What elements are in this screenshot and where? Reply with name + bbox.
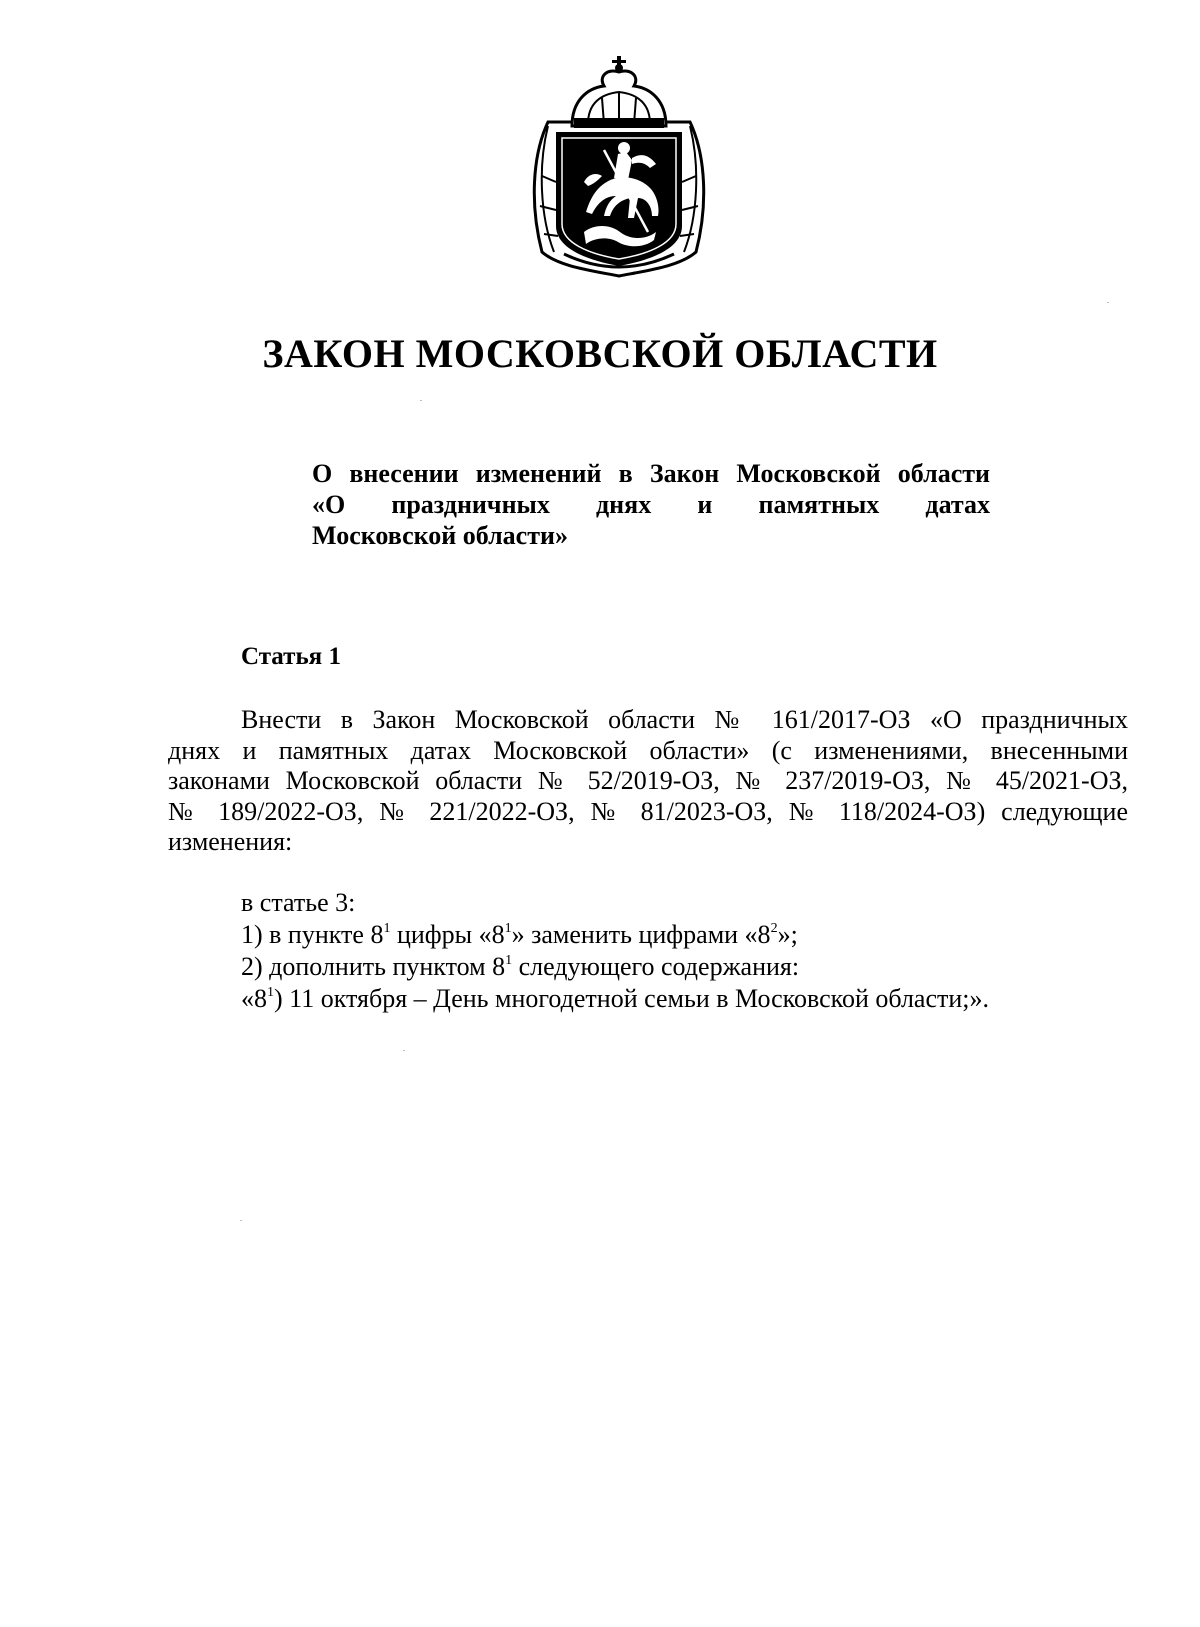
paragraph-line: изменения: (168, 827, 293, 856)
scan-speck (240, 1220, 242, 1221)
paragraph-line: № 189/2022-ОЗ, № 221/2022-ОЗ, № 81/2023-ОЗ, № 118/2024-ОЗ) следующие (168, 796, 1128, 826)
paragraph-line: Внести в Закон Московской области № 161/2017-ОЗ «О праздничных (241, 705, 1128, 734)
amendment-list (241, 887, 1141, 1015)
amendment-item-1: 1) в пункте $8^1$ цифры «$8^1$» заменить цифрами «$8^2$»; (241, 920, 798, 949)
scan-speck (403, 1050, 405, 1051)
paragraph-line: законами Московской области № 52/2019-ОЗ, № 237/2019-ОЗ, № 45/2021-ОЗ, (168, 766, 1128, 795)
document-subtitle (312, 458, 990, 551)
subtitle-line: Московской области» (312, 521, 568, 550)
scan-speck (420, 400, 422, 401)
amendment-item-2: 2) дополнить пунктом $8^1$ следующего содержания: (241, 952, 800, 981)
article-heading: Статья 1 (241, 643, 341, 670)
article-paragraph (168, 705, 1128, 858)
subtitle-line: «О праздничных днях и памятных датах (312, 490, 990, 519)
amendment-intro: в статье 3: (241, 888, 356, 917)
paragraph-line: днях и памятных датах Московской области» (с изменениями, внесенными (168, 735, 1128, 765)
moscow-oblast-coat-of-arms-icon (528, 56, 710, 282)
document-title: ЗАКОН МОСКОВСКОЙ ОБЛАСТИ (262, 331, 938, 376)
subtitle-line: О внесении изменений в Закон Московской области (312, 459, 990, 488)
amendment-item-3: «$8^1$) 11 октября – День многодетной семьи в Московской области;». (241, 984, 989, 1013)
scan-speck (1107, 302, 1109, 303)
